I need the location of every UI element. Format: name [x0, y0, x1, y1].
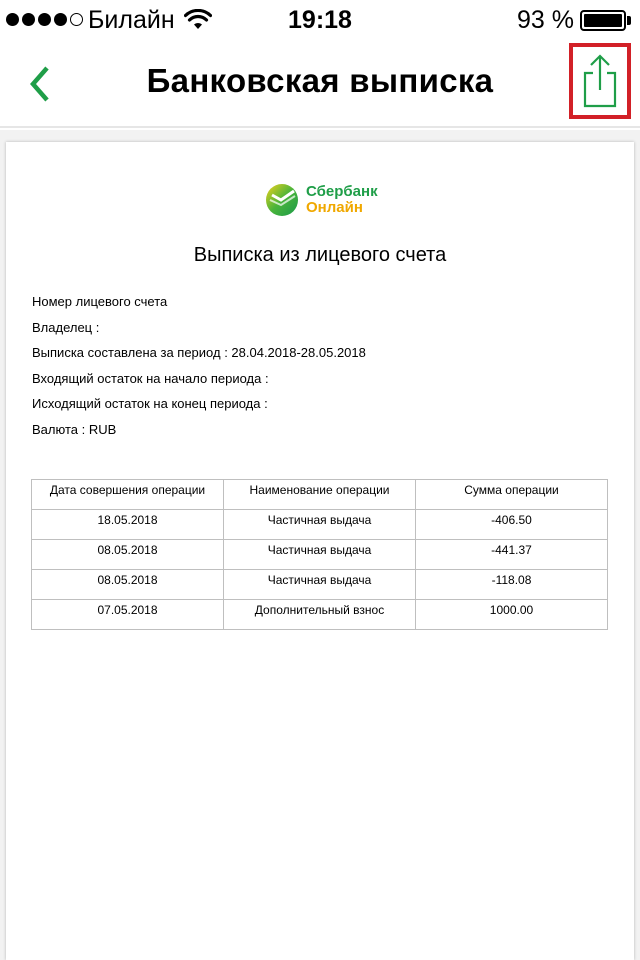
period-label: Выписка составлена за период : 28.04.2018-28.05.2018: [32, 345, 366, 361]
account-info: [32, 294, 366, 448]
cell-amount: 1000.00: [416, 600, 608, 630]
owner-label: Владелец :: [32, 319, 100, 335]
battery-percent: 93 %: [517, 6, 574, 34]
column-header-name: Наименование операции: [224, 480, 416, 510]
operations-table: [31, 479, 608, 630]
document-page[interactable]: [6, 142, 634, 960]
clock: 19:18: [288, 6, 352, 34]
cell-date: 08.05.2018: [32, 570, 224, 600]
cell-date: 07.05.2018: [32, 600, 224, 630]
column-header-date: Дата совершения операции: [32, 480, 224, 510]
opening-balance-label: Входящий остаток на начало периода :: [32, 370, 269, 386]
cell-date: 08.05.2018: [32, 540, 224, 570]
closing-balance-label: Исходящий остаток на конец периода :: [32, 396, 268, 412]
table-row: [32, 540, 608, 570]
back-button[interactable]: [20, 62, 60, 106]
table-row: [32, 570, 608, 600]
table-header-row: [32, 480, 608, 510]
status-bar: [0, 0, 640, 40]
share-icon: [580, 53, 620, 109]
battery-cap: [627, 16, 631, 25]
carrier-name: Билайн: [88, 6, 175, 34]
cell-amount: -406.50: [416, 510, 608, 540]
column-header-amount: Сумма операции: [416, 480, 608, 510]
nav-bar: [0, 40, 640, 128]
chevron-left-icon: [27, 64, 53, 104]
battery-icon: [580, 10, 626, 31]
cell-operation: Частичная выдача: [224, 540, 416, 570]
cell-date: 18.05.2018: [32, 510, 224, 540]
table-row: [32, 510, 608, 540]
sberbank-logo: [264, 178, 394, 222]
cell-operation: Дополнительный взнос: [224, 600, 416, 630]
page-title: Банковская выписка: [146, 62, 494, 99]
cell-amount: -118.08: [416, 570, 608, 600]
currency-label: Валюта : RUB: [32, 421, 117, 437]
document-title: Выписка из лицевого счета: [193, 244, 447, 266]
logo-text-line1: Сбербанк: [306, 183, 378, 200]
table-row: [32, 600, 608, 630]
account-number-label: Номер лицевого счета: [32, 294, 168, 309]
cell-operation: Частичная выдача: [224, 510, 416, 540]
cell-amount: -441.37: [416, 540, 608, 570]
sberbank-logo-icon: [264, 182, 300, 218]
logo-text-line2: Онлайн: [306, 199, 363, 216]
cell-operation: Частичная выдача: [224, 570, 416, 600]
share-button[interactable]: [569, 43, 631, 119]
